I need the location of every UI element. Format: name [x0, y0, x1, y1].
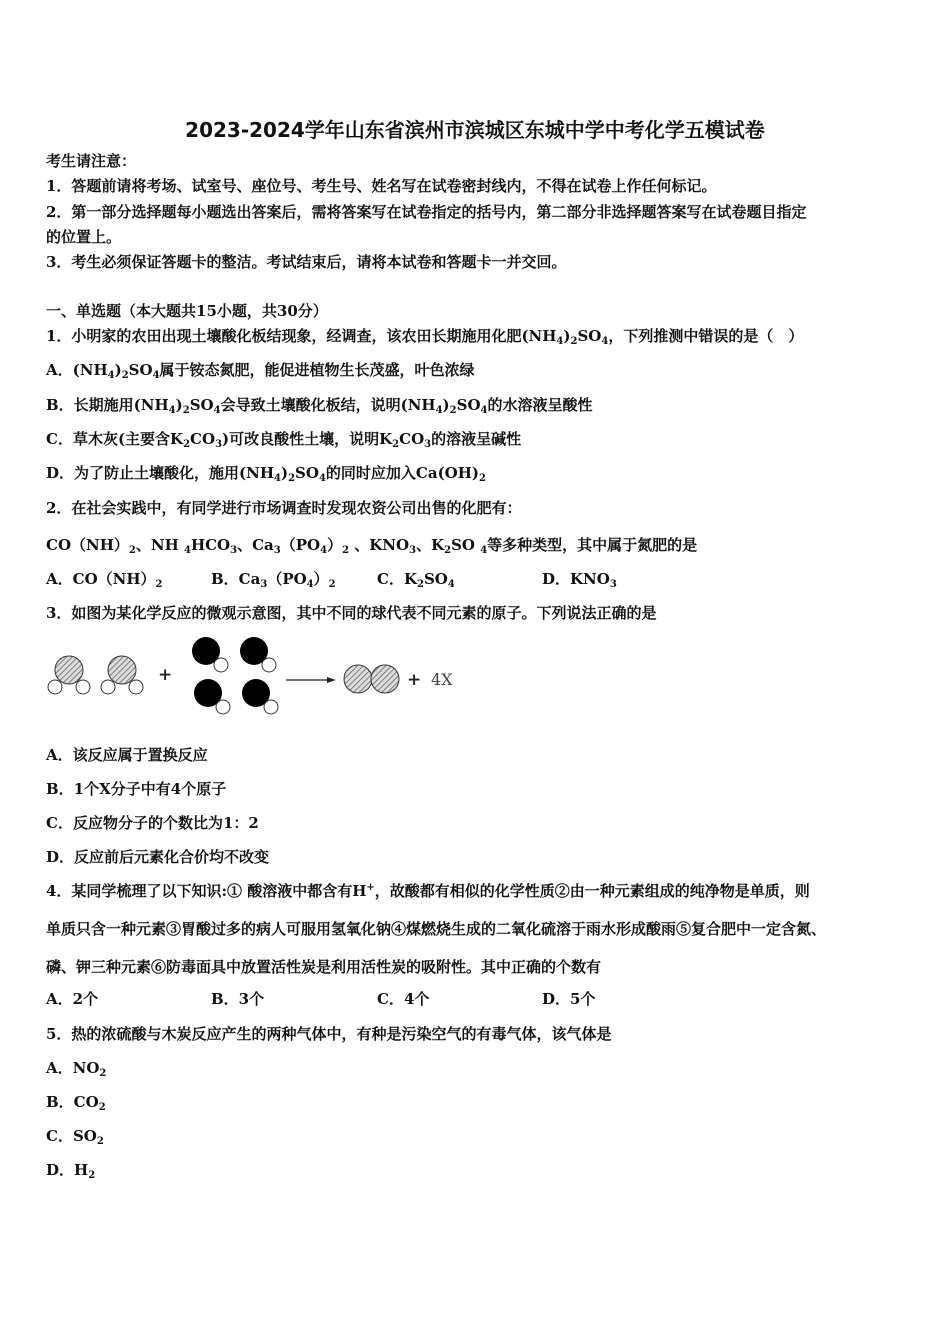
reaction-diagram: [40, 632, 470, 722]
q4-stem-line-3: 磷、钾三种元素⑥防毒面具中放置活性炭是利用活性炭的吸附性。其中正确的个数有: [46, 958, 602, 976]
q4-option-b[interactable]: B．3个: [211, 990, 265, 1008]
q3-option-b[interactable]: B．1个X分子中有4个原子: [46, 780, 227, 798]
q3-option-a[interactable]: A．该反应属于置换反应: [46, 746, 208, 764]
q4-option-d[interactable]: D．5个: [542, 990, 596, 1008]
plus-sign-1: +: [158, 665, 173, 685]
notice-item-1: 1．答题前请将考场、试室号、座位号、考生号、姓名写在试卷密封线内，不得在试卷上作任何标记。: [46, 177, 717, 195]
section-heading: 一、单选题（本大题共15小题，共30分）: [46, 302, 328, 320]
q2-option-b[interactable]: B．$Ca_3(PO_4)_2$: [211, 570, 336, 590]
q3-option-d[interactable]: D．反应前后元素化合价均不改变: [46, 848, 270, 866]
product-4x-label: 4X: [431, 670, 453, 689]
q5-option-a[interactable]: A．$NO_2$: [46, 1059, 107, 1079]
black-molecule-2: [240, 637, 276, 672]
hatched-molecule-1: [48, 656, 90, 694]
notice-item-3: 3．考生必须保证答题卡的整洁。考试结束后，请将本试卷和答题卡一并交回。: [46, 253, 567, 271]
q1-option-b[interactable]: B．长期施用$(NH_4)_2SO_4$会导致土壤酸化板结，说明$(NH_4)_2SO_4$的水溶液呈酸性: [46, 396, 593, 416]
q2-option-d[interactable]: D．$KNO_3$: [542, 570, 617, 590]
reaction-arrow: [286, 677, 336, 683]
notice-heading: 考生请注意：: [46, 152, 137, 170]
q5-stem: 5．热的浓硫酸与木炭反应产生的两种气体中，有种是污染空气的有毒气体，该气体是: [46, 1025, 612, 1043]
q1-stem: 1．小明家的农田出现土壤酸化板结现象，经调查，该农田长期施用化肥$(NH_4)_2SO_4$，下列推测中错误的是（ ）: [46, 327, 804, 347]
q5-option-b[interactable]: B．$CO_2$: [46, 1093, 106, 1113]
hatched-molecule-2: [101, 656, 143, 694]
q2-option-c[interactable]: C．$K_2SO_4$: [377, 570, 455, 590]
q3-option-c[interactable]: C．反应物分子的个数比为1：2: [46, 814, 259, 832]
q4-stem-line-1: 4．某同学梳理了以下知识:① 酸溶液中都含有H+，故酸都有相似的化学性质②由一种元素组成的纯净物是单质，则: [46, 882, 810, 900]
q1-option-a[interactable]: A．$(NH_4)_2SO_4$属于铵态氮肥，能促进植物生长茂盛，叶色浓绿: [46, 361, 475, 381]
q5-option-c[interactable]: C．$SO_2$: [46, 1127, 104, 1147]
black-molecule-4: [242, 679, 278, 714]
q3-stem: 3．如图为某化学反应的微观示意图，其中不同的球代表不同元素的原子。下列说法正确的是: [46, 604, 657, 622]
notice-item-2: 2．第一部分选择题每小题选出答案后，需将答案写在试卷指定的括号内，第二部分非选择题答案写在试卷题目指定: [46, 203, 807, 221]
black-molecule-3: [194, 679, 230, 714]
q2-stem: 2．在社会实践中，有同学进行市场调查时发现农资公司出售的化肥有：: [46, 499, 522, 517]
q1-option-c[interactable]: C．草木灰(主要含$K_2CO_3$)可改良酸性土壤，说明$K_2CO_3$的溶液呈碱性: [46, 430, 522, 450]
page-title: 2023-2024学年山东省滨州市滨城区东城中学中考化学五模试卷: [185, 118, 765, 142]
q2-option-a[interactable]: A．$CO(NH)_2$: [46, 570, 163, 590]
q5-option-d[interactable]: D．$H_2$: [46, 1161, 96, 1181]
q4-option-c[interactable]: C．4个: [377, 990, 430, 1008]
black-molecule-1: [192, 637, 228, 672]
notice-item-2-cont: 的位置上。: [46, 228, 122, 246]
q2-fertilizer-list: $CO(NH)_2$、NH $_4HCO_3$、$Ca_3(PO_4)_2$ 、$KNO_3$、$K_2SO$ $_4$等多种类型，其中属于氮肥的是: [46, 536, 698, 556]
plus-sign-2: +: [407, 670, 422, 690]
hatched-diatomic-product: [344, 665, 399, 693]
q4-option-a[interactable]: A．2个: [46, 990, 99, 1008]
q4-stem-line-2: 单质只含一种元素③胃酸过多的病人可服用氢氧化钠④煤燃烧生成的二氧化硫溶于雨水形成酸雨⑤复合肥中一定含氮、: [46, 920, 827, 938]
q1-option-d[interactable]: D．为了防止土壤酸化，施用$(NH_4)_2SO_4$的同时应加入$Ca(OH)_2$: [46, 464, 486, 484]
